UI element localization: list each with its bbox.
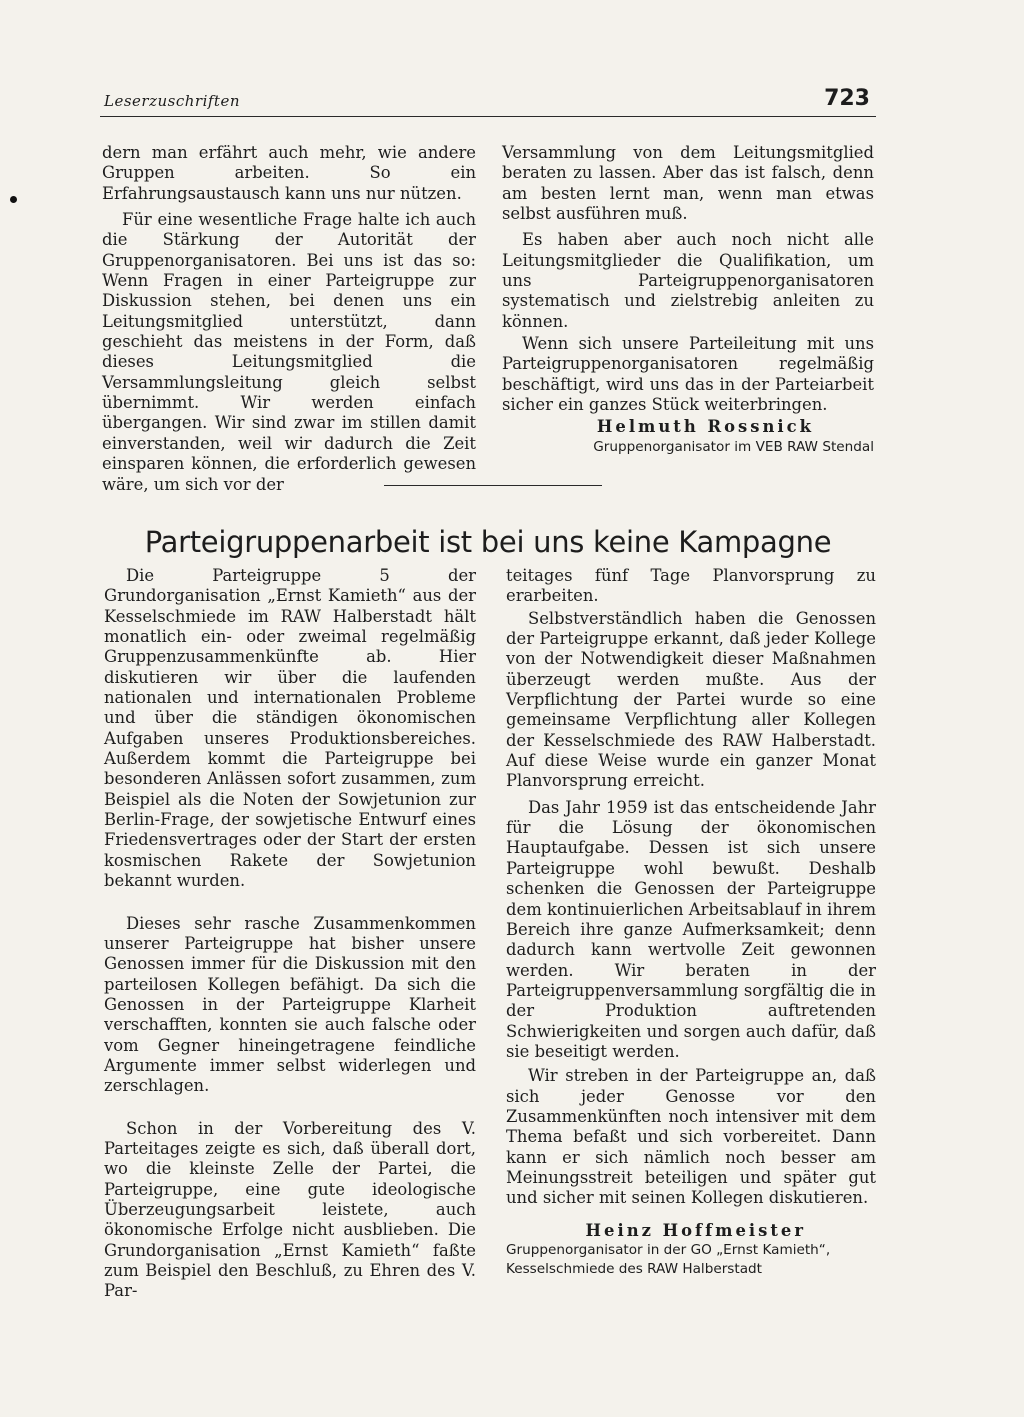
running-head: Leserzuschriften — [104, 92, 240, 110]
paragraph: Die Parteigruppe 5 der Grundorganisation „Ernst Kamieth“ aus der Kesselschmiede im RAW Halberstadt hält monatlich ein- oder zweimal regelmäßig Gruppenzusammenkünfte ab. Hier diskutieren wir über die laufenden nationalen und internationalen Probleme und über die ständigen ökonomischen Aufgaben unseres Produktionsbereiches. Außerdem kommt die Parteigruppe bei besonderen Anlässen sofort zusammen, zum Beispiel als die Noten der Sowjetunion zur Berlin-Frage, der sowjetische Entwurf eines Friedensvertrages oder der Start der ersten kosmischen Rakete der Sowjetunion bekannt wurden. — [104, 566, 476, 891]
author-name: Helmuth Rossnick — [596, 417, 814, 437]
paragraph: Wir streben in der Parteigruppe an, daß sich jeder Genosse vor den Zusammenkünften noch intensiver mit dem Thema befaßt und sich vorbereitet. Dann kann er sich nämlich noch besser am Meinungsstreit beteiligen und später gut und sicher mit seinen Kollegen diskutieren. — [506, 1066, 876, 1208]
bottom-right-column — [506, 566, 876, 1279]
paragraph: Schon in der Vorbereitung des V. Parteitages zeigte es sich, daß überall dort, wo die kleinste Zelle der Partei, die Parteigruppe, eine gute ideologische Überzeugungsarbeit leistete, auch ökonomische Erfolge nicht ausblieben. Die Grundorganisation „Ernst Kamieth“ faßte zum Beispiel den Beschluß, zu Ehren des V. Par- — [104, 1118, 476, 1301]
article-title: Parteigruppenarbeit ist bei uns keine Kampagne — [144, 525, 832, 560]
top-left-column — [102, 143, 476, 495]
page-number: 723 — [824, 86, 870, 111]
page-header — [100, 84, 876, 117]
paragraph: Für eine wesentliche Frage halte ich auch die Stärkung der Autorität der Gruppenorganisatoren. Bei uns ist das so: Wenn Fragen in einer Parteigruppe zur Diskussion stehen, bei denen uns ein Leitungsmitglied unterstützt, dann geschieht das meistens in der Form, daß dieses Leitungsmitglied die Versammlungsleitung gleich selbst übernimmt. Wir werden einfach übergangen. Wir sind zwar im stillen damit einverstanden, weil wir dadurch die Zeit einsparen können, die erforderlich gewesen wäre, um sich vor der — [102, 210, 476, 494]
paragraph: Dieses sehr rasche Zusammenkommen unserer Parteigruppe hat bisher unsere Genossen immer für die Diskussion mit den parteilosen Kollegen befähigt. Da sich die Genossen in der Parteigruppe Klarheit verschafften, konnten sie auch falsche oder vom Gegner hineingetragene feindliche Argumente immer selbst widerlegen und zerschlagen. — [104, 913, 476, 1096]
paragraph: Wenn sich unsere Parteileitung mit uns Parteigruppenorganisatoren regelmäßig beschäftigt, wird uns das in der Parteiarbeit sicher ein ganzes Stück weiterbringen. — [502, 334, 874, 415]
section-divider — [384, 485, 602, 486]
top-right-column — [502, 143, 874, 457]
author-role: Kesselschmiede des RAW Halberstadt — [506, 1261, 762, 1277]
author-name: Heinz Hoffmeister — [585, 1220, 806, 1240]
bottom-left-column — [104, 566, 476, 1302]
paragraph: Das Jahr 1959 ist das entscheidende Jahr für die Lösung der ökonomischen Hauptaufgabe. Dessen ist sich unsere Parteigruppe wohl bewußt. Deshalb schenken die Genossen der Parteigruppe dem kontinuierlichen Arbeitsablauf in ihrem Bereich ihre ganze Aufmerksamkeit; denn dadurch kann wertvolle Zeit gewonnen werden. Wir beraten in der Parteigruppenversammlung sorgfältig die in der Produktion auftretenden Schwierigkeiten und sorgen auch dafür, daß sie beseitigt werden. — [506, 797, 876, 1061]
paragraph: teitages fünf Tage Planvorsprung zu erarbeiten. — [506, 566, 876, 606]
author-role: Gruppenorganisator im VEB RAW Stendal — [593, 438, 874, 455]
paragraph: Es haben aber auch noch nicht alle Leitungsmitglieder die Qualifikation, um uns Parteigruppenorganisatoren systematisch und zielstrebig anleiten zu können. — [502, 230, 874, 331]
paragraph: dern man erfährt auch mehr, wie andere Gruppen arbeiten. So ein Erfahrungsaustausch kann uns nur nützen. — [102, 143, 476, 203]
paragraph: Selbstverständlich haben die Genossen der Parteigruppe erkannt, daß jeder Kollege von der Notwendigkeit dieser Maßnahmen überzeugt werden mußte. Aus der Verpflichtung der Partei wurde so eine gemeinsame Verpflichtung aller Kollegen der Kesselschmiede des RAW Halberstadt. Auf diese Weise wurde ein ganzer Monat Planvorsprung erreicht. — [506, 608, 876, 791]
paragraph: Versammlung von dem Leitungsmitglied beraten zu lassen. Aber das ist falsch, denn am besten lernt man, wenn man etwas selbst ausführen muß. — [502, 143, 874, 224]
author-role: Gruppenorganisator in der GO „Ernst Kamieth“, — [506, 1242, 831, 1258]
margin-mark — [10, 196, 17, 203]
